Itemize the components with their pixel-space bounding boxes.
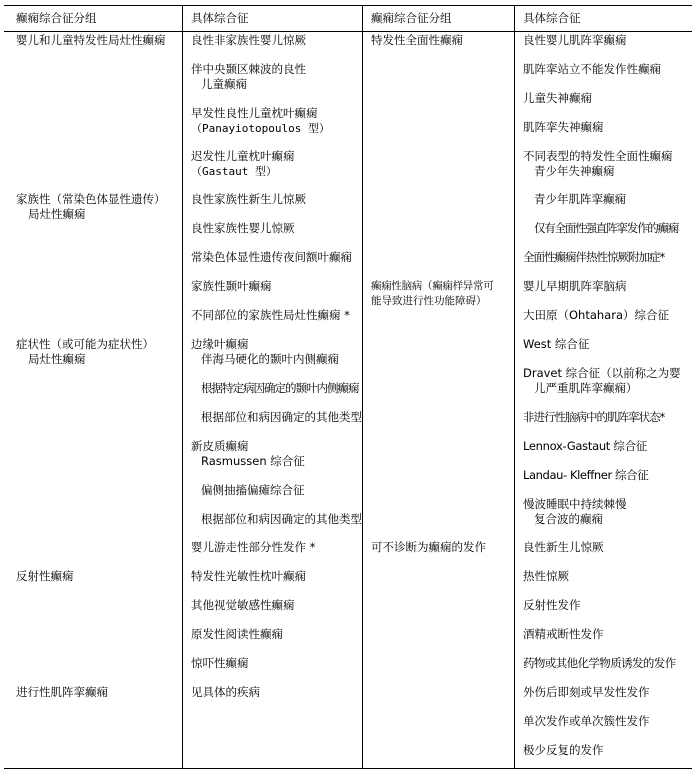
group-symptomatic: 症状性（或可能为症状性） <box>16 337 154 351</box>
group-progressive-myoclonic: 进行性肌阵挛癫痫 <box>16 685 108 699</box>
group-idiopathic-focal: 婴儿和儿童特发性局灶性癫痫 <box>16 33 166 47</box>
list-item: 良性非家族性婴儿惊厥 <box>191 33 306 47</box>
list-item: 酒精戒断性发作 <box>523 627 604 641</box>
list-item: 见具体的疾病 <box>191 685 260 699</box>
list-item: 反射性发作 <box>523 598 581 612</box>
list-item: 热性惊厥 <box>523 569 569 583</box>
list-item: 青少年失神癫痫 <box>534 164 615 178</box>
list-item: 偏侧抽搐偏瘫综合征 <box>201 483 305 497</box>
column-divider-2 <box>362 5 363 768</box>
header-group-col-1: 癫痫综合征分组 <box>16 11 97 25</box>
group-reflex: 反射性癫痫 <box>16 569 74 583</box>
header-syndrome-col-2: 具体综合征 <box>191 11 249 25</box>
list-item: 根据特定病因确定的颞叶内侧癫痫 <box>201 381 359 395</box>
list-item: （Gastaut 型） <box>191 165 277 178</box>
list-item: 伴海马硬化的颞叶内侧癫痫 <box>201 352 339 366</box>
list-item: 根据部位和病因确定的其他类型 <box>201 512 362 526</box>
list-item: 常染色体显性遗传夜间额叶癫痫 <box>191 250 352 264</box>
table-top-rule <box>4 5 692 6</box>
group-familial: 家族性（常染色体显性遗传） <box>16 192 166 206</box>
list-item: 仅有全面性强直阵挛发作的癫痫 <box>534 221 679 235</box>
list-item: 良性婴儿肌阵挛癫痫 <box>523 33 627 47</box>
list-item: 儿严重肌阵挛癫痫） <box>534 381 638 395</box>
group-epileptic-encephalopathy: 癫痫性脑病（癫痫样异常可 <box>371 280 494 292</box>
column-divider-1 <box>182 5 183 768</box>
list-item: Rasmussen 综合征 <box>201 454 305 468</box>
header-syndrome-col-4: 具体综合征 <box>523 11 581 25</box>
list-item: 极少反复的发作 <box>523 743 604 757</box>
list-item: 婴儿早期肌阵挛脑病 <box>523 279 627 293</box>
list-item: 伴中央颞区棘波的良性 <box>191 62 306 76</box>
list-item: 外伤后即刻或早发性发作 <box>523 685 650 699</box>
list-item: 早发性良性儿童枕叶癫痫 <box>191 106 318 120</box>
list-item: 肌阵挛站立不能发作性癫痫 <box>523 62 661 76</box>
list-item: 单次发作或单次簇性发作 <box>523 714 650 728</box>
list-item: 良性家族性婴儿惊厥 <box>191 221 295 235</box>
list-item: 特发性光敏性枕叶癫痫 <box>191 569 306 583</box>
list-item: 其他视觉敏感性癫痫 <box>191 598 295 612</box>
list-item: 大田原（Ohtahara）综合征 <box>523 308 670 322</box>
group-idiopathic-generalized: 特发性全面性癫痫 <box>371 33 463 47</box>
list-item: 新皮质癫痫 <box>191 439 249 453</box>
list-item: Lennox-Gastaut 综合征 <box>523 439 647 453</box>
group-symptomatic-cont: 局灶性癫痫 <box>28 352 86 366</box>
list-item: 慢波睡眠中持续棘慢 <box>523 497 627 511</box>
group-not-diagnosed-epilepsy: 可不诊断为癫痫的发作 <box>371 540 486 554</box>
list-item: 药物或其他化学物质诱发的发作 <box>523 656 676 670</box>
list-item: 边缘叶癫痫 <box>191 337 249 351</box>
group-epileptic-encephalopathy-cont: 能导致进行性功能障碍） <box>371 295 487 307</box>
list-item: 复合波的癫痫 <box>534 512 603 526</box>
list-item: 全面性癫痫伴热性惊厥附加症* <box>523 250 665 264</box>
header-group-col-3: 癫痫综合征分组 <box>371 11 452 25</box>
list-item: 青少年肌阵挛癫痫 <box>534 192 626 206</box>
list-item: 迟发性儿童枕叶癫痫 <box>191 149 295 163</box>
list-item: 良性新生儿惊厥 <box>523 540 604 554</box>
list-item: 家族性颞叶癫痫 <box>191 279 272 293</box>
list-item: 婴儿游走性部分性发作 * <box>191 540 316 554</box>
group-familial-cont: 局灶性癫痫 <box>28 207 86 221</box>
list-item: 肌阵挛失神癫痫 <box>523 120 604 134</box>
list-item: （Panayiotopoulos 型） <box>191 122 330 135</box>
list-item: 原发性阅读性癫痫 <box>191 627 283 641</box>
header-rule <box>4 31 692 32</box>
list-item: Dravet 综合征（以前称之为婴 <box>523 366 681 380</box>
table-bottom-rule <box>4 768 692 769</box>
list-item: 惊吓性癫痫 <box>191 656 249 670</box>
list-item: 儿童癫痫 <box>201 77 247 91</box>
list-item: 良性家族性新生儿惊厥 <box>191 192 306 206</box>
list-item: 非进行性脑病中的肌阵挛状态* <box>523 410 665 424</box>
list-item: 儿童失神癫痫 <box>523 91 592 105</box>
list-item: 不同表型的特发性全面性癫痫 <box>523 149 673 163</box>
list-item: West 综合征 <box>523 337 590 351</box>
list-item: 根据部位和病因确定的其他类型 <box>201 410 362 424</box>
list-item: Landau- Kleffner 综合征 <box>523 468 649 482</box>
list-item: 不同部位的家族性局灶性癫痫 * <box>191 308 350 322</box>
column-divider-3 <box>514 5 515 768</box>
